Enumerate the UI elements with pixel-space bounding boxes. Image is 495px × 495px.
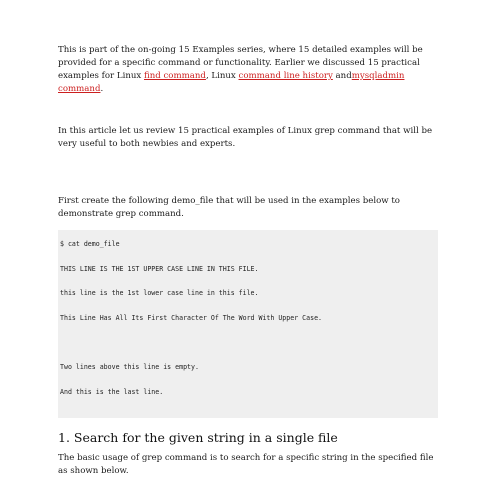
- code-line: $ cat demo_file: [60, 240, 120, 248]
- intro-text-4: .: [100, 84, 104, 94]
- section-heading: 1. Search for the given string in a single file: [58, 430, 338, 446]
- code-line: And this is the last line.: [60, 387, 164, 396]
- intro-paragraph: [58, 44, 438, 96]
- article-body: [58, 44, 438, 478]
- demo-file-intro-paragraph: First create the following demo_file that will be used in the examples below to demonstrate grep command.: [58, 196, 400, 219]
- code-line: this line is the 1st lower case line in this file.: [60, 289, 259, 298]
- code-line: This Line Has All Its First Character Of The Word With Upper Case.: [60, 313, 323, 322]
- mysqladmin-command-link[interactable]: mysqladmin command: [58, 71, 405, 94]
- review-paragraph: In this article let us review 15 practical examples of Linux grep command that will be very useful to both newbies and experts.: [58, 126, 433, 149]
- section-body-paragraph: The basic usage of grep command is to search for a specific string in the specified file as shown below.: [58, 453, 434, 477]
- code-block: [58, 230, 438, 418]
- intro-text-1: This is part of the on-going 15 Examples series, where 15 detailed examples will be provided for a specific command or functionality. Earlier we discussed 15 practical examples for Linux: [58, 45, 423, 81]
- code-blank-line: [58, 338, 438, 363]
- code-line: THIS LINE IS THE 1ST UPPER CASE LINE IN THIS FILE.: [60, 264, 259, 273]
- intro-text-3: and: [332, 71, 352, 81]
- intro-text-2: , Linux: [205, 71, 239, 81]
- find-command-link[interactable]: find command: [143, 71, 206, 81]
- command-line-history-link[interactable]: command line history: [238, 71, 333, 81]
- code-line: Two lines above this line is empty.: [60, 362, 199, 371]
